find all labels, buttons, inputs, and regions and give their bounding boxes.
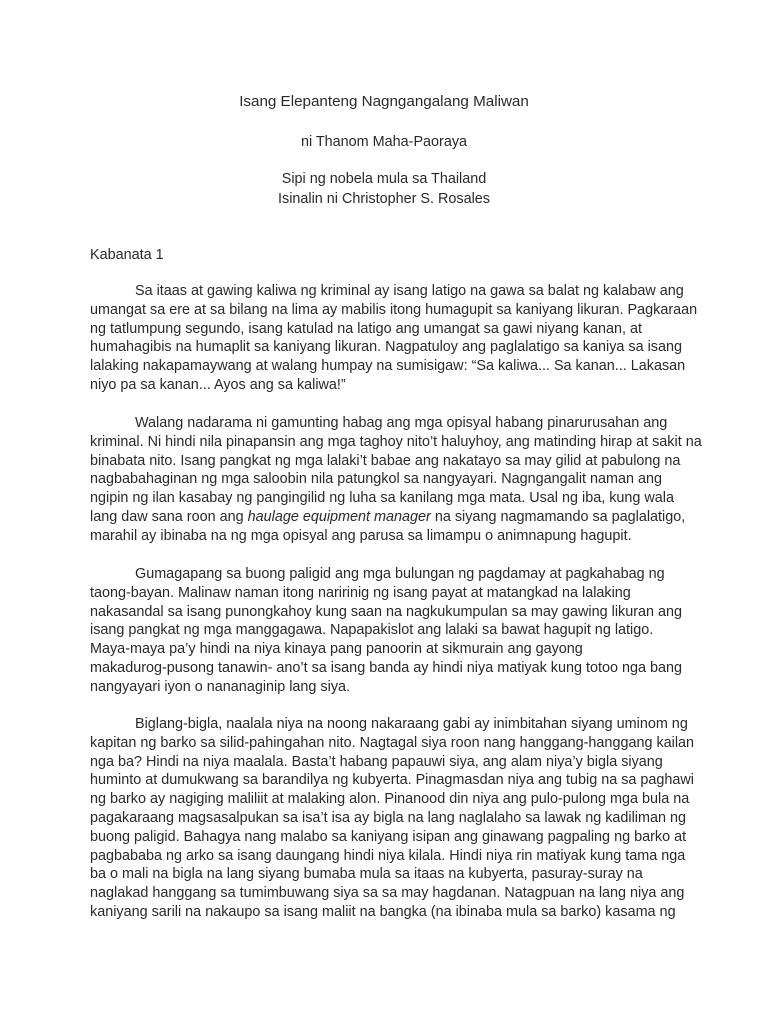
paragraph-line: Maya-maya pa’y hindi na niya kinaya pang panoorin at sikmurain ang gayong bbox=[90, 641, 583, 658]
source-line: Sipi ng nobela mula sa Thailand bbox=[281, 171, 487, 187]
paragraph-line: nagbabahaginan ng mga saloobin nila patungkol sa nangyayari. Nagngangalit naman ang bbox=[90, 471, 663, 488]
paragraph-line: kapitan ng barko sa silid-pahingahan nito. Nagtagal siya roon nang hanggang-hanggang kailan bbox=[90, 734, 695, 751]
paragraph-3 bbox=[90, 565, 690, 697]
paragraph-line: kriminal. Ni hindi nila pinapansin ang mga taghoy nito’t haluyhoy, ang matinding hirap at sakit na bbox=[90, 433, 702, 450]
paragraph-line: pagbababa ng arko sa isang daungang hindi niya kilala. Hindi niya rin matiyak kung tama nga bbox=[90, 847, 686, 864]
paragraph-line: ba o mali na bigla na lang siyang bumaba mula sa itaas na kubyerta, pasuray-suray na bbox=[90, 866, 643, 883]
paragraph-line: nga ba? Hindi na niya maalala. Basta’t habang papauwi siya, ang alam niya’y bigla siyang bbox=[90, 753, 663, 770]
paragraph-line: pagakaraang magsasalpukan sa isa’t isa ay bigla na lang naglalaho sa lawak ng kadiliman ng bbox=[90, 809, 687, 826]
paragraph-line: ng barko ay nagiging maliliit at malaking alon. Pinanood din niya ang pulo-pulong mga bula na bbox=[90, 791, 690, 808]
author-line: ni Thanom Maha-Paoraya bbox=[300, 134, 468, 150]
paragraph-line: Biglang-bigla, naalala niya na noong nakaraang gabi ay inimbitahan siyang uminom ng bbox=[135, 716, 688, 732]
chapter-heading: Kabanata 1 bbox=[90, 247, 164, 263]
paragraph-line: naglakad hanggang sa tumimbuwang siya sa sa may hagdanan. Natagpuan na lang niya ang bbox=[90, 885, 685, 902]
paragraph-line: lalaking nakapamaywang at walang humpay na sumisigaw: “Sa kaliwa... Sa kanan... Lakasan bbox=[90, 358, 686, 375]
paragraph-line: binabata nito. Isang pangkat ng mga lalaki’t babae ang nakatayo sa may gilid at pabulong na bbox=[90, 452, 681, 469]
paragraph-line: nangyayari iyon o nananaginip lang siya. bbox=[90, 678, 351, 695]
paragraph-line: humahagibis na humaplit sa kaniyang likuran. Nagpatuloy ang paglalatigo sa kaniya sa isang bbox=[90, 339, 682, 356]
paragraph-line: Gumagapang sa buong paligid ang mga bulungan ng pagdamay at pagkahabag ng bbox=[135, 566, 665, 582]
paragraph-4 bbox=[90, 715, 695, 922]
paragraph-line: taong-bayan. Malinaw naman itong naririnig ng isang payat at matangkad na lalaking bbox=[90, 584, 631, 601]
paragraph-2 bbox=[90, 414, 702, 546]
paragraph-line: ng tatlumpung segundo, isang katulad na latigo ang umangat sa gawi niyang kanan, at bbox=[90, 320, 643, 337]
paragraph-line: ngipin ng ilan kasabay ng pangingilid ng luha sa kanilang mga mata. Usal ng iba, kung wala bbox=[90, 490, 675, 507]
translator-line: Isinalin ni Christopher S. Rosales bbox=[278, 191, 490, 207]
paragraph-line: marahil ay ibinaba na ng mga opisyal ang parusa sa limampu o animnapung hagupit. bbox=[90, 527, 632, 544]
paragraph-1 bbox=[90, 282, 698, 395]
paragraph-line: Walang nadarama ni gamunting habag ang mga opisyal habang pinarurusahan ang bbox=[135, 415, 668, 431]
paragraph-line: kaniyang sarili na nakaupo sa isang maliit na bangka (na ibinaba mula sa barko) kasama ng bbox=[90, 903, 676, 920]
line-text-after: na siyang nagmamando sa paglalatigo, bbox=[430, 508, 686, 525]
paragraph-line: buong paligid. Bahagya nang malabo sa kaniyang isipan ang ginawang pagpaling ng barko at bbox=[90, 828, 687, 845]
line-text-before: lang daw sana roon ang bbox=[90, 508, 248, 525]
paragraph-line: isang pangkat ng mga manggagawa. Napapakislot ang lalaki sa bawat hagupit ng latigo. bbox=[90, 622, 654, 639]
paragraph-line-with-italic bbox=[90, 508, 690, 527]
paragraph-line: Sa itaas at gawing kaliwa ng kriminal ay isang latigo na gawa sa balat ng kalabaw ang bbox=[135, 283, 684, 299]
paragraph-line: niyo pa sa kanan... Ayos ang sa kaliwa!” bbox=[90, 376, 346, 393]
paragraph-line: makadurog-pusong tanawin- ano’t sa isang banda ay hindi niya matiyak kung totoo nga bang bbox=[90, 659, 683, 676]
paragraph-line: nakasandal sa isang punongkahoy kung saan na nagkukumpulan sa may gawing likuran ang bbox=[90, 603, 683, 620]
paragraph-line: umangat sa ere at sa bilang na lima ay mabilis itong humagupit sa kaniyang likuran. Pagkaraan bbox=[90, 301, 698, 318]
document-title: Isang Elepanteng Nagngangalang Maliwan bbox=[239, 93, 529, 110]
italic-term: haulage equipment manager bbox=[247, 508, 431, 525]
paragraph-line: huminto at dumukwang sa barandilya ng kubyerta. Pinagmasdan niya ang tubig na sa paghawi bbox=[90, 772, 694, 789]
